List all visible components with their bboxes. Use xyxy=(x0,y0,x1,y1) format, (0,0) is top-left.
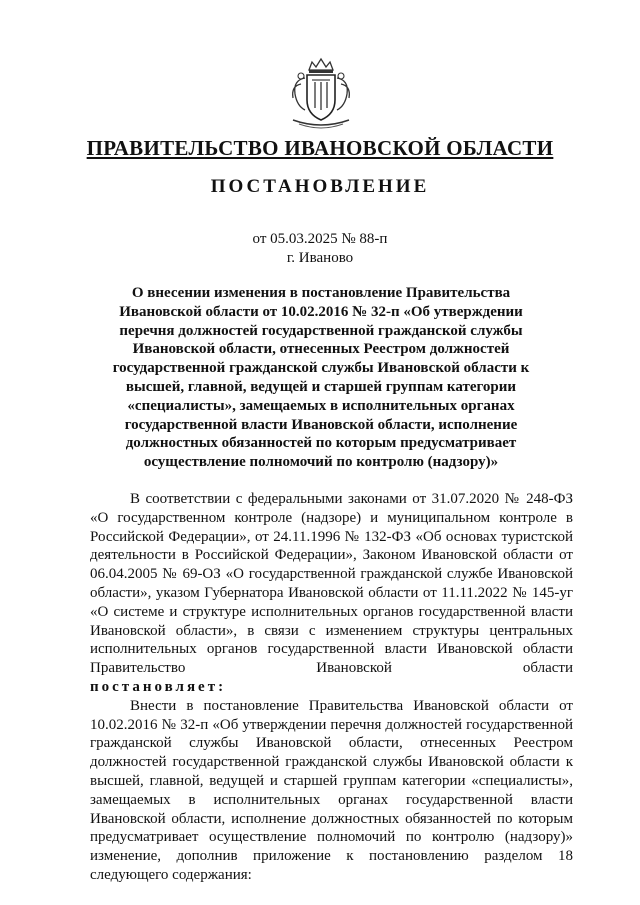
paragraph-1: Внести в постановление Правительства Ивановской области от 10.02.2016 № 32-п «Об утверждении перечня должностей государственной гражданской службы Ивановской области, отнесенных Реестром должностей государственной гражданской службы Ивановской области к высшей, главной, ведущей и старшей группам категории «специалисты», замещаемых в исполнительных органах государственной власти Ивановской области, исполнение должностных обязанностей по которым предусматривает осуществление полномочий по контролю (надзору)» изменение, дополнив приложение к постановлению разделом 18 следующего содержания: xyxy=(90,697,573,883)
resolves-word: постановляет: xyxy=(90,678,227,695)
government-title: ПРАВИТЕЛЬСТВО ИВАНОВСКОЙ ОБЛАСТИ xyxy=(86,136,554,160)
document-subject: О внесении изменения в постановление Правительства Ивановской области от 10.02.2016 № 32-п «Об утверждении перечня должностей государственной гражданской службы Ивановской области, отнесенных Реестром должностей государственной гражданской службы Ивановской области к высшей, главной, ведущей и старшей группам категории «специалисты», замещаемых в исполнительных органах государственной власти Ивановской области, исполнение должностных обязанностей по которым предусматривает осуществление полномочий по контролю (надзору)» xyxy=(112,285,530,471)
ivanovo-coat-of-arms-icon xyxy=(285,56,357,132)
document-type: ПОСТАНОВЛЕНИЕ xyxy=(210,176,430,197)
document-meta xyxy=(0,230,640,268)
preamble: В соответствии с федеральными законами от 31.07.2020 № 248-ФЗ «О государственном контроле (надзоре) и муниципальном контроле в Российской Федерации», от 24.11.1996 № 132-ФЗ «Об основах туристской деятельности в Российской Федерации», Законом Ивановской области от 06.04.2005 № 69-ОЗ «О государственной гражданской службе Ивановской области», указом Губернатора Ивановской области от 11.11.2022 № 145-уг «О системе и структуре исполнительных органов государственной власти Ивановской области», в связи с изменением структуры центральных исполнительных органов государственной власти Ивановской области Правительство Ивановской области xyxy=(90,491,573,677)
resolves xyxy=(90,678,573,697)
city: г. Иваново xyxy=(286,250,354,266)
document-body xyxy=(90,490,573,885)
date-number: от 05.03.2025 № 88-п xyxy=(252,231,388,247)
